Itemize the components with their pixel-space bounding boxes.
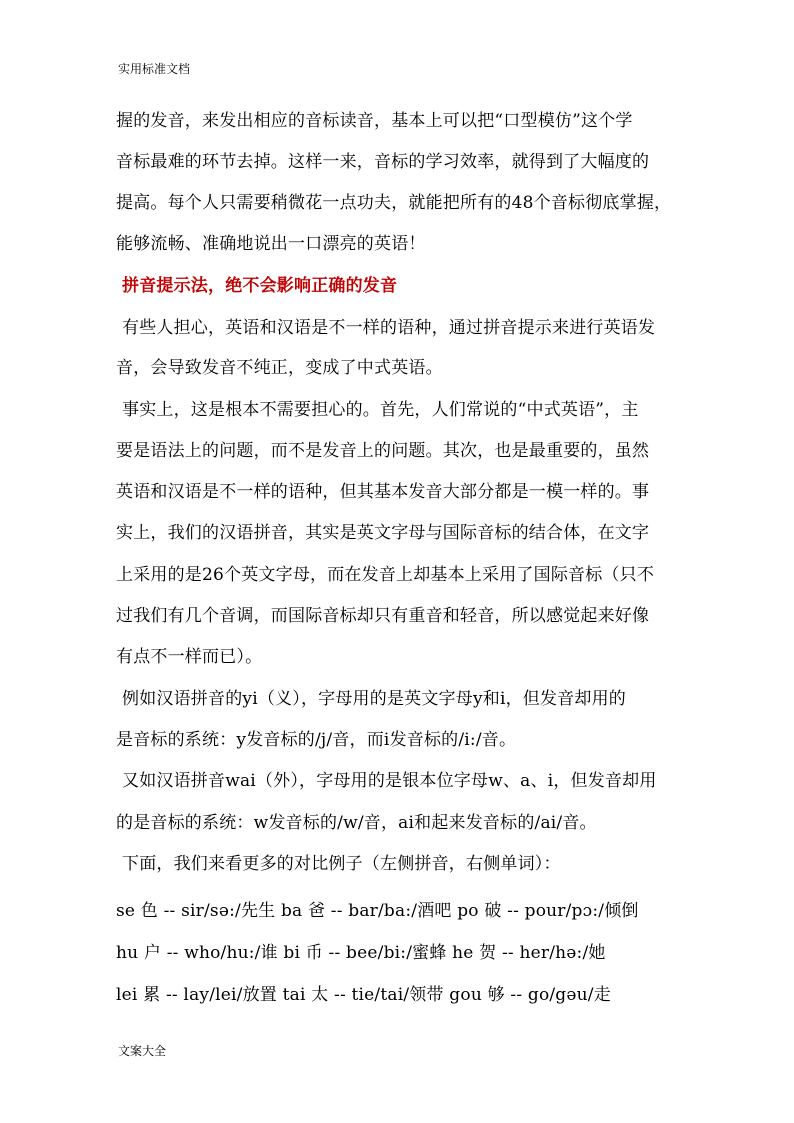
body-line: 英语和汉语是不一样的语种，但其基本发音大部分都是一模一样的。事	[116, 482, 650, 502]
body-line: 实上，我们的汉语拼音，其实是英文字母与国际音标的结合体，在文字	[116, 523, 650, 543]
body-line: 下面，我们来看更多的对比例子（左侧拼音，右侧单词）：	[122, 854, 561, 874]
body-line: 音标最难的环节去掉。这样一来，音标的学习效率，就得到了大幅度的	[116, 152, 650, 172]
page-footer: 文案大全	[118, 1044, 167, 1058]
body-line: 是音标的系统：y发音标的/j/音，而i发音标的/i:/音。	[116, 730, 517, 750]
section-heading: 拼音提示法，绝不会影响正确的发音	[122, 276, 398, 296]
example-line: hu 户 -- who/hu:/谁 bi 币 -- bee/bi:/蜜蜂 he 贺 -- her/hə:/她	[116, 943, 606, 963]
body-line: 有些人担心，英语和汉语是不一样的语种，通过拼音提示来进行英语发	[122, 318, 656, 338]
body-line: 要是语法上的问题，而不是发音上的问题。其次，也是最重要的，虽然	[116, 441, 650, 461]
body-line: 能够流畅、准确地说出一口漂亮的英语！	[116, 234, 426, 254]
body-line: 上采用的是26个英文字母，而在发音上却基本上采用了国际音标（只不	[116, 565, 655, 585]
page-header: 实用标准文档	[118, 62, 191, 76]
body-line: 有点不一样而已）。	[116, 647, 263, 667]
example-line: se 色 -- sir/sə:/先生 ba 爸 -- bar/ba:/酒吧 po 破 -- pour/pɔ:/倾倒	[116, 901, 639, 921]
body-line: 过我们有几个音调，而国际音标却只有重音和轻音，所以感觉起来好像	[116, 606, 650, 626]
body-line: 的是音标的系统：w发音标的/w/音，ai和起来发音标的/ai/音。	[116, 813, 597, 833]
body-line: 提高。每个人只需要稍微花一点功夫，就能把所有的48个音标彻底掌握，	[116, 193, 672, 213]
body-line: 握的发音，来发出相应的音标读音，基本上可以把“口型模仿”这个学	[116, 111, 633, 131]
body-line: 音，会导致发音不纯正，变成了中式英语。	[116, 358, 443, 378]
body-line: 又如汉语拼音wai（外），字母用的是银本位字母w、a、i，但发音却用	[122, 771, 657, 791]
body-line: 事实上，这是根本不需要担心的。首先，人们常说的“中式英语”，主	[122, 400, 639, 420]
example-line: lei 累 -- lay/lei/放置 tai 太 -- tie/tai/领带 gou 够 -- go/gəu/走	[116, 985, 611, 1005]
body-line: 例如汉语拼音的yi（义），字母用的是英文字母y和i，但发音却用的	[122, 689, 626, 709]
